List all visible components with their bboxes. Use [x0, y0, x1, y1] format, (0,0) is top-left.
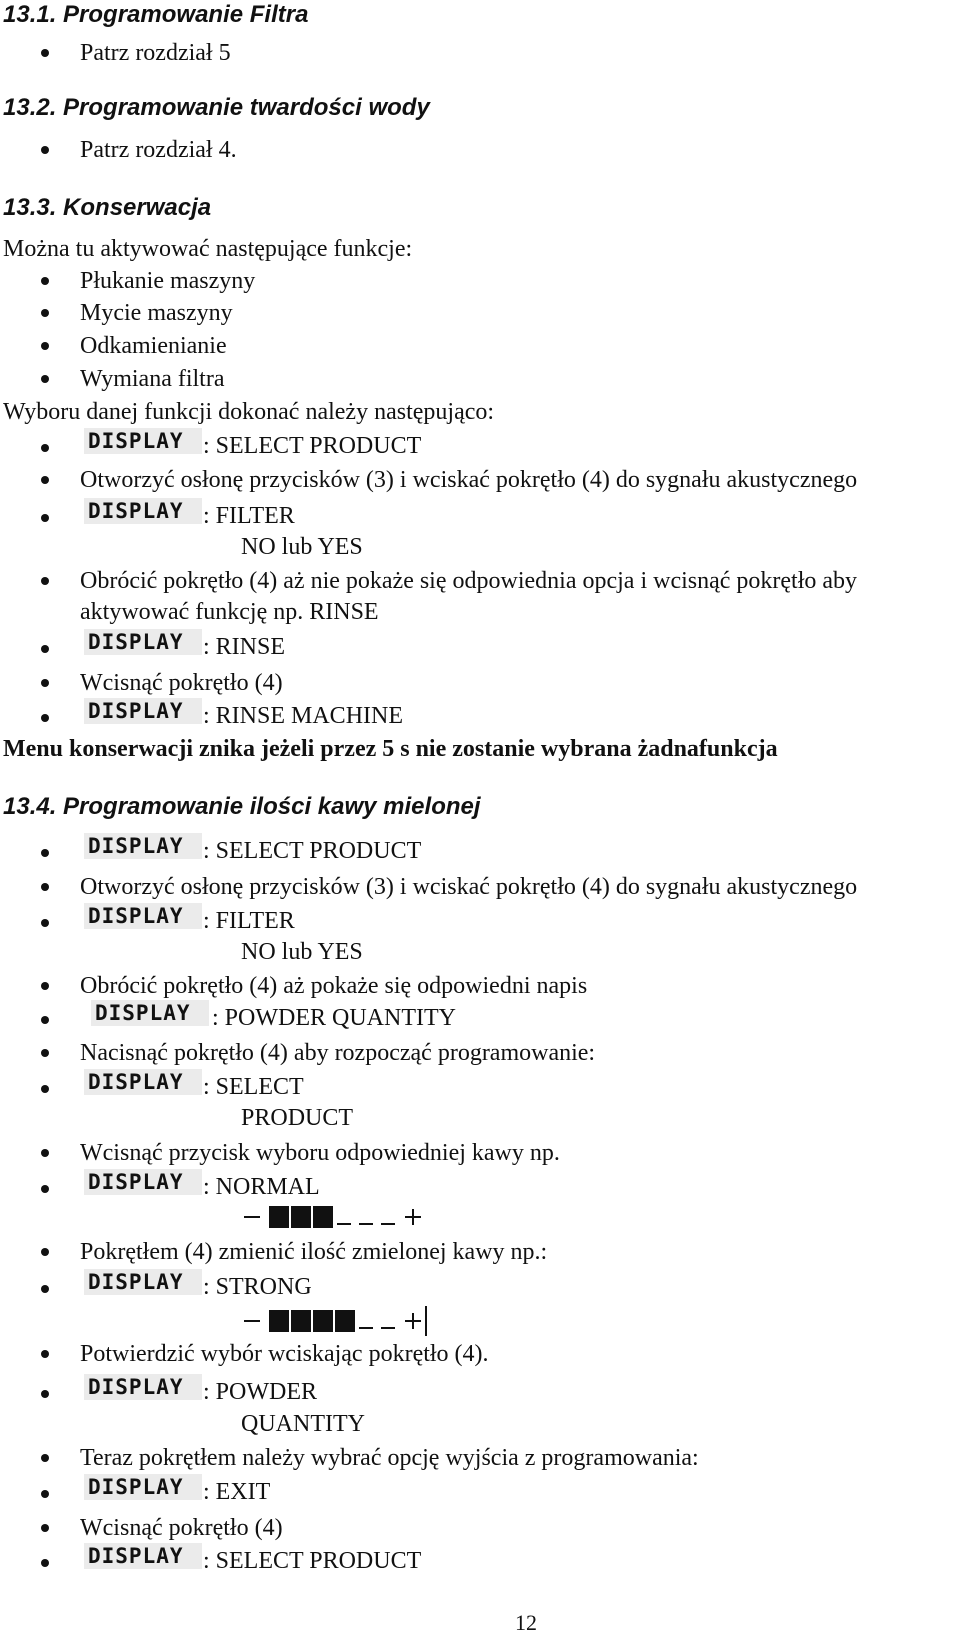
level-block-filled: [291, 1206, 311, 1228]
s133-intro: Można tu aktywować następujące funkcje:: [3, 236, 413, 262]
s134-display-text: QUANTITY: [241, 1411, 365, 1437]
bullet: [41, 1085, 49, 1093]
bullet: [41, 309, 49, 317]
display-icon: DISPLAY: [84, 698, 202, 724]
bullet: [41, 1248, 49, 1256]
cursor-bar: [425, 1306, 427, 1336]
bullet: [41, 1559, 49, 1567]
display-icon: DISPLAY: [84, 1069, 202, 1095]
s134-display-text: : EXIT: [203, 1479, 271, 1505]
s134-open-step: Otworzyć osłonę przycisków (3) i wciskać pokrętło (4) do sygnału akustycznego: [80, 874, 858, 900]
s133-display-text: : RINSE: [203, 634, 286, 660]
bullet: [41, 146, 49, 154]
level-slot-empty: [381, 1223, 395, 1225]
s134-display-text: NO lub YES: [241, 939, 363, 965]
bullet: [41, 1285, 49, 1293]
bullet: [41, 849, 49, 857]
s133-function: Odkamienianie: [80, 333, 227, 359]
bullet: [41, 1490, 49, 1498]
bullet: [41, 514, 49, 522]
level-slot-empty: [381, 1327, 395, 1329]
s132-item: Patrz rozdział 4.: [80, 137, 237, 163]
bullet: [41, 1524, 49, 1532]
display-icon: DISPLAY: [84, 1474, 202, 1500]
level-block-filled: [269, 1310, 289, 1332]
display-icon: DISPLAY: [84, 1269, 202, 1295]
s134-turn-step: Obrócić pokrętło (4) aż pokaże się odpowiedni napis: [80, 973, 588, 999]
level-slot-empty: [337, 1223, 351, 1225]
page-number: 12: [515, 1610, 537, 1635]
section-13-4-title: 13.4. Programowanie ilości kawy mielonej: [3, 793, 481, 820]
bullet: [41, 1149, 49, 1157]
display-icon: DISPLAY: [84, 903, 202, 929]
bullet: [41, 982, 49, 990]
level-block-filled: [335, 1310, 355, 1332]
display-icon: DISPLAY: [84, 1543, 202, 1569]
section-13-2-title: 13.2. Programowanie twardości wody: [3, 94, 430, 121]
grind-level-indicator-strong: [244, 1306, 444, 1336]
bullet: [41, 49, 49, 57]
display-icon: DISPLAY: [91, 1000, 209, 1026]
s133-turn-step-cont: aktywować funkcję np. RINSE: [80, 599, 379, 625]
s133-display-text: : RINSE MACHINE: [203, 703, 404, 729]
bullet: [41, 375, 49, 383]
s134-confirm-step: Potwierdzić wybór wciskając pokrętło (4).: [80, 1341, 489, 1367]
bullet: [41, 919, 49, 927]
s133-display-text: NO lub YES: [241, 534, 363, 560]
s133-open-step: Otworzyć osłonę przycisków (3) i wciskać pokrętło (4) do sygnału akustycznego: [80, 467, 858, 493]
s134-change-step: Pokrętłem (4) zmienić ilość zmielonej kawy np.:: [80, 1239, 548, 1265]
s133-display-text: : FILTER: [203, 503, 295, 529]
s134-exit-choose-step: Teraz pokrętłem należy wybrać opcję wyjścia z programowania:: [80, 1445, 699, 1471]
bullet: [41, 342, 49, 350]
s134-display-text: : POWDER: [203, 1379, 317, 1405]
plus-icon-stem: [412, 1209, 414, 1225]
bullet: [41, 883, 49, 891]
bullet: [41, 1049, 49, 1057]
level-slot-empty: [359, 1327, 373, 1329]
plus-icon-stem: [412, 1313, 414, 1329]
s134-display-text: : STRONG: [203, 1274, 312, 1300]
level-block-filled: [313, 1206, 333, 1228]
s134-display-text: : SELECT PRODUCT: [203, 1548, 422, 1574]
s133-note: Menu konserwacji znika jeżeli przez 5 s nie zostanie wybrana żadnafunkcja: [3, 736, 778, 762]
bullet: [41, 645, 49, 653]
minus-icon: [244, 1216, 260, 1218]
s134-display-text: : SELECT PRODUCT: [203, 838, 422, 864]
grind-level-indicator-normal: [244, 1202, 444, 1232]
s133-turn-step: Obrócić pokrętło (4) aż nie pokaże się odpowiednia opcja i wcisnąć pokrętło aby: [80, 568, 858, 594]
display-icon: DISPLAY: [84, 1374, 202, 1400]
bullet: [41, 1185, 49, 1193]
level-block-filled: [313, 1310, 333, 1332]
s134-display-text: : FILTER: [203, 908, 295, 934]
bullet: [41, 679, 49, 687]
s134-press-start-step: Nacisnąć pokrętło (4) aby rozpocząć programowanie:: [80, 1040, 596, 1066]
s133-how: Wyboru danej funkcji dokonać należy następująco:: [3, 399, 495, 425]
bullet: [41, 577, 49, 585]
display-icon: DISPLAY: [84, 498, 202, 524]
s134-display-text: : NORMAL: [203, 1174, 320, 1200]
display-icon: DISPLAY: [84, 833, 202, 859]
display-icon: DISPLAY: [84, 629, 202, 655]
bullet: [41, 1350, 49, 1358]
bullet: [41, 1390, 49, 1398]
bullet: [41, 277, 49, 285]
bullet: [41, 476, 49, 484]
s134-display-text: : SELECT: [203, 1074, 304, 1100]
s131-item: Patrz rozdział 5: [80, 40, 231, 66]
section-13-1-title: 13.1. Programowanie Filtra: [3, 1, 309, 28]
level-block-filled: [291, 1310, 311, 1332]
s133-function: Płukanie maszyny: [80, 268, 256, 294]
display-icon: DISPLAY: [84, 1169, 202, 1195]
s134-display-text: : POWDER QUANTITY: [212, 1005, 456, 1031]
level-block-filled: [269, 1206, 289, 1228]
s134-choose-step: Wcisnąć przycisk wyboru odpowiedniej kawy np.: [80, 1140, 560, 1166]
display-icon: DISPLAY: [84, 428, 202, 454]
level-slot-empty: [359, 1223, 373, 1225]
s133-press-step: Wcisnąć pokrętło (4): [80, 670, 283, 696]
s133-display-text: : SELECT PRODUCT: [203, 433, 422, 459]
minus-icon: [244, 1320, 260, 1322]
s133-function: Mycie maszyny: [80, 300, 233, 326]
section-13-3-title: 13.3. Konserwacja: [3, 194, 212, 221]
bullet: [41, 444, 49, 452]
bullet: [41, 1454, 49, 1462]
s134-press-step: Wcisnąć pokrętło (4): [80, 1515, 283, 1541]
s133-function: Wymiana filtra: [80, 366, 225, 392]
s134-display-text: PRODUCT: [241, 1105, 354, 1131]
bullet: [41, 714, 49, 722]
bullet: [41, 1016, 49, 1024]
